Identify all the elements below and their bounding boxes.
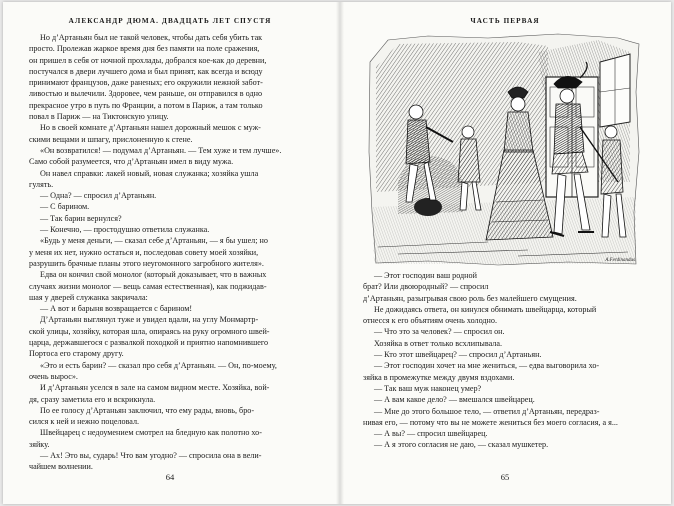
- text-line: ской улицы, хозяйку, которая шла, опираясь на руку огромного швей-: [29, 326, 270, 336]
- text-line: сился к ней и нежно поцеловал.: [29, 417, 140, 427]
- text-line: постучался в двери лучшего дома и был принят, как всегда и всюду: [29, 66, 263, 76]
- text-line: Но д’Артаньян был не такой человек, чтобы дать себя убить так: [40, 33, 263, 42]
- left-page: [29, 2, 311, 504]
- text-line: ливостью и вылечили. Здоровее, чем раньше, он отправился в одно: [29, 89, 263, 99]
- text-line: — А вот и барыня возвращается с барином!: [40, 304, 193, 314]
- text-line: Портоса его старому другу.: [29, 349, 124, 359]
- right-running-head: ЧАСТЬ ПЕРВАЯ: [470, 17, 540, 25]
- text-line: нивая его, — потому что вы не можете жениться без моего согласия, а я...: [363, 417, 618, 427]
- text-line: гулять.: [29, 179, 54, 189]
- text-line: «Он возвратился! — подумал д’Артаньян. — Тем хуже и тем лучше».: [40, 145, 282, 155]
- right-page: [363, 2, 647, 504]
- text-line: Швейцарец с недоумением смотрел на бледную как полотно хо-: [40, 428, 262, 438]
- text-line: — А я этого согласия не даю, — сказал мушкетер.: [374, 440, 549, 450]
- text-line: — Мне до этого большое тело, — ответил д’Артаньян, передраз-: [374, 406, 600, 416]
- text-line: И д’Артаньян уселся в зале на самом видном месте. Хозяйка, вой-: [40, 383, 270, 393]
- text-line: Не дожидаясь ответа, он кинулся обнимать швейцарца, который: [374, 304, 597, 314]
- text-line: Едва он кончил свой монолог (который доказывает, что в важных: [40, 270, 267, 280]
- text-line: — А вам какое дело? — вмешался швейцарец.: [374, 395, 535, 405]
- text-line: — Этот господин хочет на мне жениться, — едва выговорила хо-: [374, 361, 600, 371]
- text-line: очень вырос».: [29, 371, 78, 381]
- text-line: — Одна? — спросил д’Артаньян.: [40, 191, 157, 201]
- engraving-illustration: [368, 32, 641, 267]
- text-line: — Кто этот швейцарец? — спросил д’Артаньян.: [374, 350, 542, 360]
- text-line: зяйка в промежутке между двумя вздохами.: [363, 372, 515, 382]
- text-line: разрушить брачные планы этого неугомонного загробного жителя».: [29, 258, 264, 268]
- text-line: — Что это за человек? — спросил он.: [374, 327, 505, 337]
- text-line: прекрасное утро в путь по Франции, а потом в Париж, а там только: [29, 100, 263, 110]
- right-page-number: 65: [500, 472, 510, 482]
- text-line: — Ах! Это вы, сударь! Что вам угодно? — спросила она в вели-: [40, 450, 262, 460]
- gutter: [336, 2, 344, 504]
- text-line: д’Артаньян, разыгрывая свою роль без малейшего смущения.: [363, 293, 577, 303]
- text-line: — Этот господин ваш родной: [374, 271, 477, 280]
- text-line: зяйку.: [29, 439, 50, 449]
- text-line: скими вещами и шпагу, прислоненную к стене.: [29, 134, 193, 144]
- text-line: он пришел в себя от ночной прохлады, добрался кое-как до деревни,: [29, 55, 267, 65]
- text-line: дя, сразу заметила его и вскрикнула.: [29, 394, 156, 404]
- text-line: отнесся к его объятиям очень холодно.: [363, 316, 497, 326]
- engraving-svg: [368, 32, 641, 267]
- text-line: случаях жизни монолог — вещь самая естественная), как поджидав-: [29, 281, 267, 291]
- text-line: — А вы? — спросил швейцарец.: [374, 429, 488, 439]
- text-line: Хозяйка в ответ только всхлипывала.: [374, 338, 502, 348]
- text-line: у меня их нет, нужно остаться и, последовав совету моей хозяйки,: [29, 247, 259, 257]
- text-line: Но в своей комнате д’Артаньян нашел дорожный мешок с муж-: [40, 123, 261, 133]
- text-line: — Конечно, — простодушно ответила служанка.: [40, 225, 210, 235]
- text-line: принимают французов, даже раненых; его окружили нежной забот-: [29, 78, 263, 88]
- text-line: царца, державшегося с развалкой походкой и приятно напомнившего: [29, 338, 269, 348]
- text-line: Он навел справки: лакей новый, новая служанка; хозяйка ушла: [40, 168, 259, 178]
- text-line: — Так барин вернулся?: [40, 213, 122, 223]
- text-line: Д’Артаньян выглянул туже и увидел вдали, на углу Монмартр-: [40, 315, 259, 325]
- right-body-text: [363, 270, 647, 451]
- text-line: шая у дверей служанка закричала:: [29, 292, 148, 302]
- text-line: — Так ваш муж наконец умер?: [374, 383, 482, 393]
- text-line: чайшем волнении.: [29, 462, 93, 472]
- left-page-number: 64: [165, 472, 175, 482]
- text-line: Само собой разумеется, что д’Артаньян имел в виду мужа.: [29, 157, 234, 167]
- text-line: «Будь у меня деньги, — сказал себе д’Артаньян, — я бы ушел; но: [40, 236, 268, 246]
- left-body-text: [29, 32, 311, 473]
- text-line: «Это и есть барин? — сказал про себя д’Артаньян. — Он, по-моему,: [40, 360, 277, 370]
- text-line: повал в Париж — на Тиктонскую улицу.: [29, 112, 169, 122]
- text-line: — С барином.: [40, 202, 90, 212]
- artist-signature: A.Ferdinandus: [605, 258, 635, 263]
- book-spread: [3, 2, 671, 504]
- text-line: просто. Пролежав жаркое время дня без памяти на поле сражения,: [29, 44, 260, 54]
- text-line: брат? Или двоюродный? — спросил: [363, 282, 489, 292]
- text-line: По ее голосу д’Артаньян заключил, что ему рады, вновь, бро-: [40, 405, 255, 415]
- left-running-head: АЛЕКСАНДР ДЮМА. ДВАДЦАТЬ ЛЕТ СПУСТЯ: [68, 17, 272, 25]
